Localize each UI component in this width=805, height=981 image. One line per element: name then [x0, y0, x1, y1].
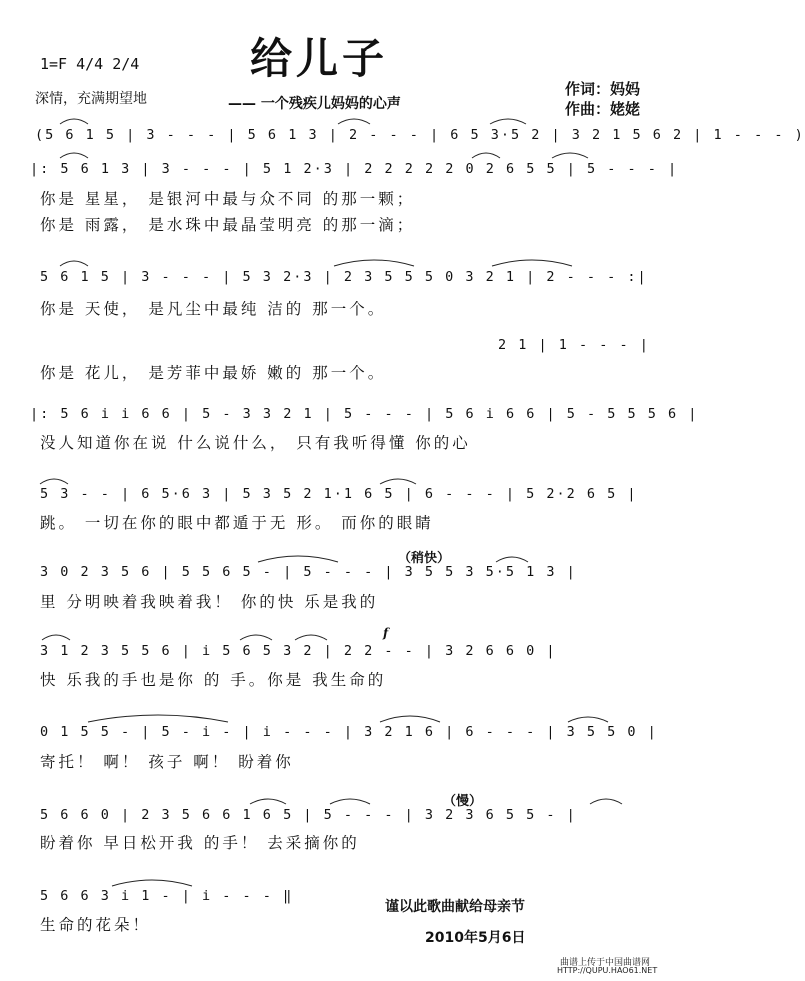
subtitle: —— 一个残疾儿妈妈的心声	[228, 96, 401, 112]
score-row-8-lyric: 快 乐我的手也是你 的 手。你是 我生命的	[40, 671, 387, 689]
dedication: 谨以此歌曲献给母亲节	[385, 899, 525, 915]
score-row-6-lyric: 跳。 一切在你的眼中都遁于无 形。 而你的眼睛	[40, 514, 434, 532]
score-row-4-notes: 2 1 | 1 - - - |	[498, 337, 650, 353]
score-row-10-notes: 5 6 6 0 | 2 3 5 6 6 1 6 5 | 5 - - - | 3 2 3 6 5 5 - |	[40, 807, 577, 823]
composer-credit: 作曲：姥姥	[565, 100, 641, 118]
score-row-5-notes: |: 5 6 i i 6 6 | 5 - 3 3 2 1 | 5 - - - | 5 6 i 6 6 | 5 - 5 5 5 6 |	[30, 406, 699, 422]
score-row-7-lyric: 里 分明映着我映着我！ 你的快 乐是我的	[40, 593, 379, 611]
composition-date: 2010年5月6日	[425, 930, 526, 946]
tempo-marking-slow: （慢）	[443, 794, 483, 809]
score-row-4-lyric: 你是 花儿， 是芳菲中最娇 嫩的 那一个。	[40, 364, 387, 382]
score-row-2-notes: |: 5 6 1 3 | 3 - - - | 5 1 2·3 | 2 2 2 2 2 0 2 6 5 5 | 5 - - - |	[30, 161, 679, 177]
key-signature: 1=F 4/4 2/4	[40, 55, 140, 73]
score-row-11-notes: 5 6 6 3 i 1 - | i - - - ‖	[40, 888, 294, 904]
score-row-9-notes: 0 1 5 5 - | 5 - i - | i - - - | 3 2 1 6 | 6 - - - | 3 5 5 0 |	[40, 724, 658, 740]
score-row-2-lyric-1: 你是 星星， 是银河中最与众不同 的那一颗；	[40, 190, 416, 208]
site-watermark-url: HTTP://QUPU.HAO61.NET	[557, 966, 658, 975]
site-watermark: 曲谱上传于中国曲谱网	[560, 958, 651, 968]
score-row-8-notes: 3 1 2 3 5 5 6 | i 5 6 5 3 2 | 2 2 - - | 3 2 6 6 0 |	[40, 643, 557, 659]
score-row-6-notes: 5 3 - - | 6 5·6 3 | 5 3 5 2 1·1 6 5 | 6 - - - | 5 2·2 6 5 |	[40, 486, 638, 502]
tempo-marking-faster: （稍快）	[398, 551, 451, 566]
score-row-3-notes: 5 6 1 5 | 3 - - - | 5 3 2·3 | 2 3 5 5 5 0 3 2 1 | 2 - - - :|	[40, 269, 648, 285]
lyricist-credit: 作词：妈妈	[565, 80, 641, 98]
score-row-7-notes: 3 0 2 3 5 6 | 5 5 6 5 - | 5 - - - | 3 5 5 3 5·5 1 3 |	[40, 564, 577, 580]
song-title: 给儿子	[250, 34, 389, 83]
score-row-2-lyric-2: 你是 雨露， 是水珠中最晶莹明亮 的那一滴；	[40, 216, 416, 234]
score-row-9-lyric: 寄托！ 啊！ 孩子 啊！ 盼着你	[40, 753, 294, 771]
score-row-5-lyric: 没人知道你在说 什么说什么， 只有我听得懂 你的心	[40, 434, 471, 452]
score-row-11-lyric: 生命的花朵！	[40, 916, 152, 934]
score-row-1-notes: (5 6 1 5 | 3 - - - | 5 6 1 3 | 2 - - - | 6 5 3·5 2 | 3 2 1 5 6 2 | 1 - - - )	[35, 127, 805, 143]
dynamic-forte: f	[383, 626, 389, 640]
expression-marking: 深情，充满期望地	[35, 91, 147, 107]
score-row-3-lyric: 你是 天使， 是凡尘中最纯 洁的 那一个。	[40, 300, 387, 318]
score-row-10-lyric: 盼着你 早日松开我 的手！ 去采摘你的	[40, 834, 360, 852]
